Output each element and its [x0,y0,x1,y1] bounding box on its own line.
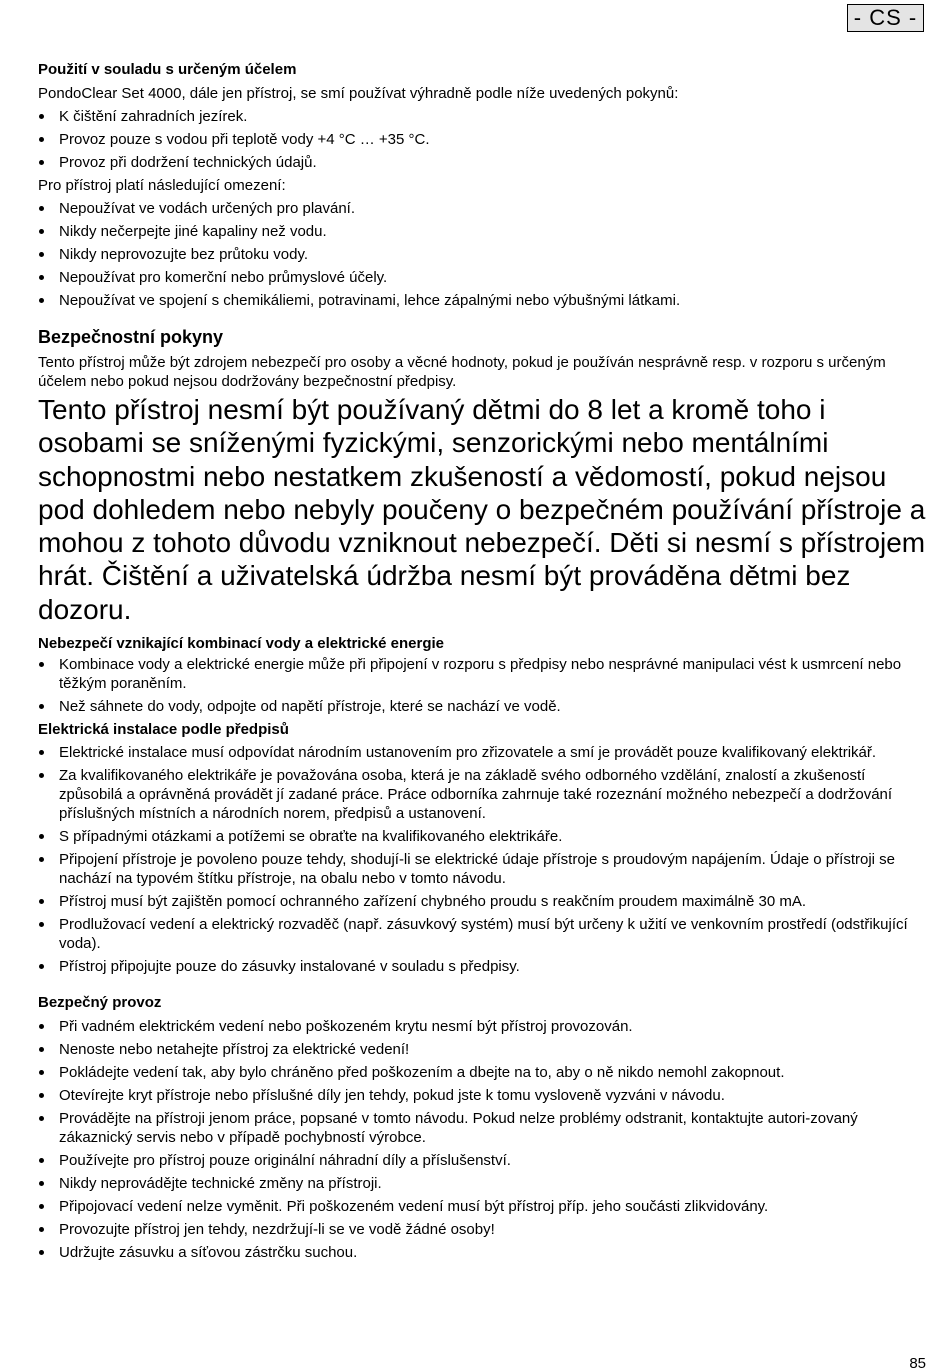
list-item: Nenoste nebo netahejte přístroj za elektrické vedení! [38,1040,928,1059]
list-item: Přístroj připojujte pouze do zásuvky instalované v souladu s předpisy. [38,957,928,976]
list-item: Otevírejte kryt přístroje nebo příslušné díly jen tehdy, pokud jste k tomu vysloveně vyzváni v návodu. [38,1086,928,1105]
list-item: Provoz pouze s vodou při teplotě vody +4 °C … +35 °C. [38,130,928,149]
safety-intro: Tento přístroj může být zdrojem nebezpečí pro osoby a věcné hodnoty, pokud je používán nesprávně resp. v rozporu s určeným účelem nebo pokud nejsou dodržovány bezpečnostní předpisy. [38,354,886,390]
operation-list [38,1017,928,1262]
electrical-list [38,743,928,976]
list-item: Než sáhnete do vody, odpojte od napětí přístroje, které se nachází ve vodě. [38,697,928,716]
list-item: Nepoužívat ve vodách určených pro plavání. [38,199,928,218]
list-item: Nepoužívat ve spojení s chemikáliemi, potravinami, lehce zápalnými nebo výbušnými látkami. [38,291,928,310]
list-item: Nepoužívat pro komerční nebo průmyslové účely. [38,268,928,287]
danger-list [38,655,928,716]
list-item: S případnými otázkami a potížemi se obraťte na kvalifikovaného elektrikáře. [38,827,928,846]
restrictions-list [38,199,928,310]
list-item: Nikdy neprovozujte bez průtoku vody. [38,245,928,264]
intended-use-intro: PondoClear Set 4000, dále jen přístroj, se smí používat výhradně podle níže uvedených pokynů: [38,85,679,102]
section-title-electrical: Elektrická instalace podle předpisů [38,721,289,739]
section-title-danger: Nebezpečí vznikající kombinací vody a elektrické energie [38,635,445,653]
section-title-intended-use: Použití v souladu s určeným účelem [38,61,297,78]
list-item: Provoz při dodržení technických údajů. [38,153,928,172]
list-item: Provozujte přístroj jen tehdy, nezdržují-li se ve vodě žádné osoby! [38,1220,928,1239]
list-item: Pokládejte vedení tak, aby bylo chráněno před poškozením a dbejte na to, aby o ně nikdo nemohl zakopnout. [38,1063,928,1082]
list-item: Připojovací vedení nelze vyměnit. Při poškozeném vedení musí být přístroj příp. jeho součásti zlikvidovány. [38,1197,928,1216]
children-warning: Tento přístroj nesmí být používaný dětmi do 8 let a kromě toho i osobami se sníženými fyzickými, senzorickými nebo mentálními schopnostmi nebo nestatkem zkušeností a vědomostí, pokud nejsou pod dohledem nebo nebyly poučeny o bezpečném používání přístroje a mohou z tohoto důvodu vzniknout nebezpečí. Děti si nesmí s přístrojem hrát. Čištění a uživatelská údržba nesmí být prováděna dětmi bez dozoru. [38,394,926,625]
list-item: Provádějte na přístroji jenom práce, popsané v tomto návodu. Pokud nelze problémy odstranit, kontaktujte autori-zovaný zákaznický servis nebo v případě pochybností výrobce. [38,1109,928,1147]
restrictions-intro: Pro přístroj platí následující omezení: [38,177,286,194]
list-item: Elektrické instalace musí odpovídat národním ustanovením pro zřizovatele a smí je provádět pouze kvalifikovaný elektrikář. [38,743,928,762]
list-item: K čištění zahradních jezírek. [38,107,928,126]
list-item: Při vadném elektrickém vedení nebo poškozeném krytu nesmí být přístroj provozován. [38,1017,928,1036]
list-item: Nikdy neprovádějte technické změny na přístroji. [38,1174,928,1193]
list-item: Kombinace vody a elektrické energie může při připojení v rozporu s předpisy nebo nesprávné manipulaci vést k usmrcení nebo těžkým poraněním. [38,655,928,693]
page-number: 85 [909,1355,926,1372]
list-item: Používejte pro přístroj pouze originální náhradní díly a příslušenství. [38,1151,928,1170]
list-item: Za kvalifikovaného elektrikáře je považována osoba, která je na základě svého odborného vzdělání, znalostí a zkušeností způsobilá a oprávněná provádět jí zadané práce. Práce odborníka zahrnuje také rozeznání možného nebezpečí a dodržování příslušných místních a národních norem, předpisů a ustanovení. [38,766,928,823]
list-item: Nikdy nečerpejte jiné kapaliny než vodu. [38,222,928,241]
section-title-operation: Bezpečný provoz [38,994,162,1012]
list-item: Přístroj musí být zajištěn pomocí ochranného zařízení chybného proudu s reakčním proudem maximálně 30 mA. [38,892,928,911]
intended-use-list [38,107,928,172]
list-item: Udržujte zásuvku a síťovou zástrčku suchou. [38,1243,928,1262]
list-item: Prodlužovací vedení a elektrický rozvaděč (např. zásuvkový systém) musí být určeny k užití ve venkovním prostředí (odstřikující voda). [38,915,928,953]
language-badge: - CS - [847,4,924,32]
list-item: Připojení přístroje je povoleno pouze tehdy, shodují-li se elektrické údaje přístroje s proudovým napájením. Údaje o přístroji se nachází na typovém štítku přístroje, na obalu nebo v tomto návodu. [38,850,928,888]
section-title-safety: Bezpečnostní pokyny [38,327,224,347]
manual-content [38,60,928,1266]
